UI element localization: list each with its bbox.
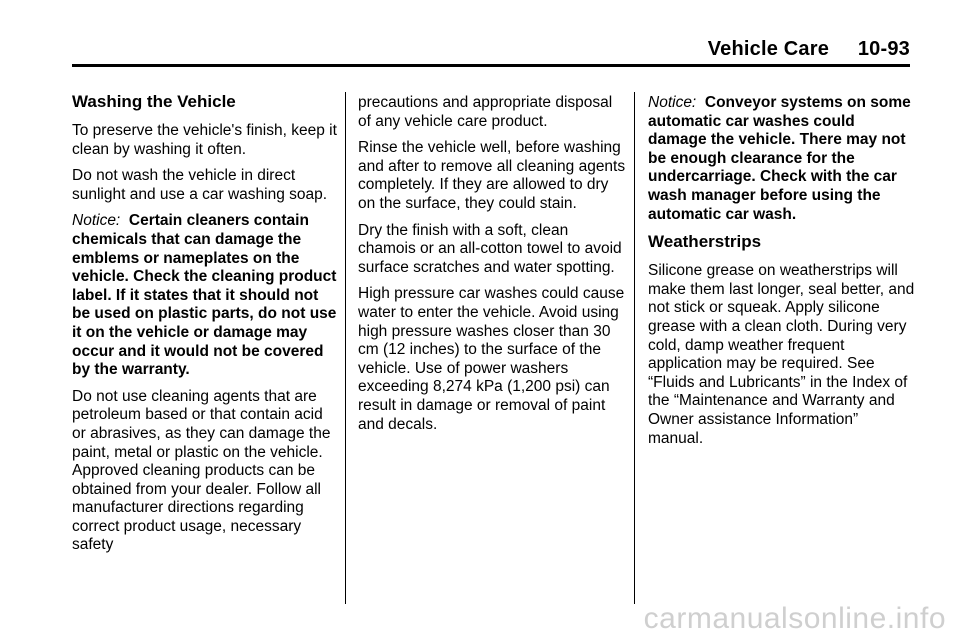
notice-label: Notice:: [648, 94, 697, 111]
paragraph: Do not use cleaning agents that are petroleum based or that contain acid or abrasives, as they can damage the paint, metal or plastic on the vehicle. Approved cleaning products can be obtained from your dealer. Follow all manufacturer directions regarding correct product usage, necessary safety: [72, 387, 331, 554]
paragraph: Silicone grease on weatherstrips will make them last longer, seal better, and not stick or squeak. Apply silicone grease with a clean cloth. During very cold, damp weather frequent application may be required. See “Fluids and Lubricants” in the Index of the “Maintenance and Warranty and Owner assistance Information” manual.: [648, 262, 915, 447]
column-divider: [345, 92, 346, 604]
watermark: carmanualsonline.info: [643, 602, 946, 635]
column-divider: [634, 92, 635, 604]
notice-paragraph: [648, 94, 916, 224]
notice-label: Notice:: [72, 212, 121, 230]
column-3: [648, 94, 916, 456]
notice-text: Conveyor systems on some automatic car washes could damage the vehicle. There may not be enough clearance for the undercarriage. Check with the car wash manager before using the automatic car wash.: [648, 94, 911, 223]
section-heading-weatherstrips: Weatherstrips: [648, 232, 762, 252]
notice-paragraph: [72, 212, 340, 379]
section-heading-washing: Washing the Vehicle: [72, 92, 236, 111]
column-1: [72, 88, 340, 563]
notice-text: Certain cleaners contain chemicals that can damage the emblems or nameplates on the vehicle. Check the cleaning product label. If it states that it should not be used on plastic parts, do not use it on the vehicle or damage may occur and it would not be covered by the warranty.: [72, 212, 337, 379]
paragraph: High pressure car washes could cause water to enter the vehicle. Avoid using high pressure washes closer than 30 cm (12 inches) to the surface of the vehicle. Use of power washers exceeding 8,274 kPa (1,200 psi) can result in damage or removal of paint and decals.: [358, 285, 625, 433]
paragraph: To preserve the vehicle's finish, keep it clean by washing it often.: [72, 122, 337, 158]
page-header-title: Vehicle Care 10-93: [707, 38, 910, 60]
column-2: [358, 94, 626, 442]
paragraph: Rinse the vehicle well, before washing and after to remove all cleaning agents completely. If they are allowed to dry on the surface, they could stain.: [358, 139, 626, 212]
paragraph: precautions and appropriate disposal of any vehicle care product.: [358, 94, 613, 130]
header-rule: [72, 64, 910, 67]
paragraph: Dry the finish with a soft, clean chamois or an all-cotton towel to avoid surface scratches and water spotting.: [358, 221, 622, 276]
paragraph: Do not wash the vehicle in direct sunlight and use a car washing soap.: [72, 167, 328, 203]
page-header: [72, 38, 910, 62]
